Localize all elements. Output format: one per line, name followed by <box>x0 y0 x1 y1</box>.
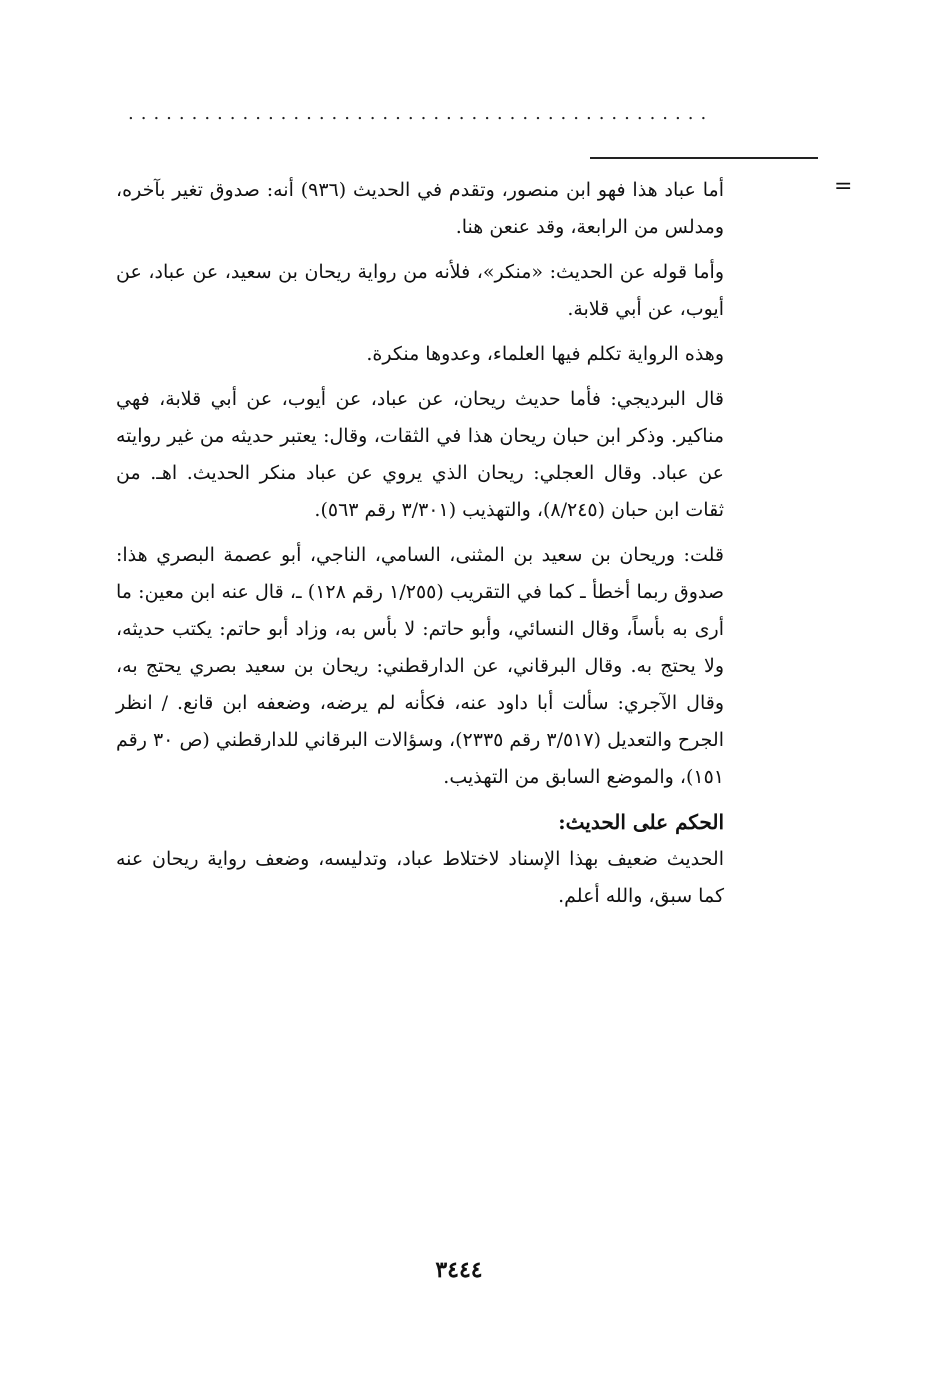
verdict-heading: الحكم على الحديث: <box>558 810 724 834</box>
page-body <box>116 172 724 923</box>
dotted-separator: .............................................. <box>128 104 714 124</box>
verdict-text: الحديث ضعيف بهذا الإسناد لاختلاط عباد، وتدليسه، وضعف رواية ريحان عنه كما سبق، والله أعلم. <box>116 848 724 907</box>
continuation-mark: = <box>834 174 853 199</box>
paragraph-abbad: أما عباد هذا فهو ابن منصور، وتقدم في الحديث (٩٣٦) أنه: صدوق تغير بآخره، ومدلس من الرابعة، وقد عنعن هنا. <box>116 179 724 238</box>
footnote-rule <box>590 157 818 159</box>
paragraph-rayhan: قلت: وريحان بن سعيد بن المثنى، السامي، الناجي، أبو عصمة البصري هذا: صدوق ربما أخطأ ـ كما في التقريب (١/٢٥٥ رقم ١٢٨) ـ، قال عنه ابن معين: ما أرى به بأساً، وقال النسائي، وأبو حاتم: لا بأس به، وزاد أبو حاتم: يكتب حديثه، ولا يحتج به. وقال البرقاني، عن الدارقطني: ريحان بن سعيد بصري يحتج به، وقال الآجري: سألت أبا داود عنه، فكأنه لم يرضه، وضعفه ابن قانع. / انظر الجرح والتعديل (٣/٥١٧ رقم ٢٣٣٥)، وسؤالات البرقاني للدارقطني (ص ٣٠ رقم ١٥١)، والموضع السابق من التهذيب. <box>116 544 724 788</box>
paragraph-munkar: وأما قوله عن الحديث: «منكر»، فلأنه من رواية ريحان بن سعيد، عن عباد، عن أيوب، عن أبي قلابة. <box>116 261 724 320</box>
paragraph-bardiji: قال البرديجي: فأما حديث ريحان، عن عباد، عن أيوب، عن أبي قلابة، فهي مناكير. وذكر ابن حبان ريحان هذا في الثقات، وقال: يعتبر حديثه من غير روايته عن عباد. وقال العجلي: ريحان الذي يروي عن عباد منكر الحديث. اهـ. من ثقات ابن حبان (٨/٢٤٥)، والتهذيب (٣/٣٠١ رقم ٥٦٣). <box>116 388 724 521</box>
page-number: ٣٤٤٤ <box>435 1257 483 1283</box>
paragraph-riwaya: وهذه الرواية تكلم فيها العلماء، وعدوها منكرة. <box>366 343 724 365</box>
